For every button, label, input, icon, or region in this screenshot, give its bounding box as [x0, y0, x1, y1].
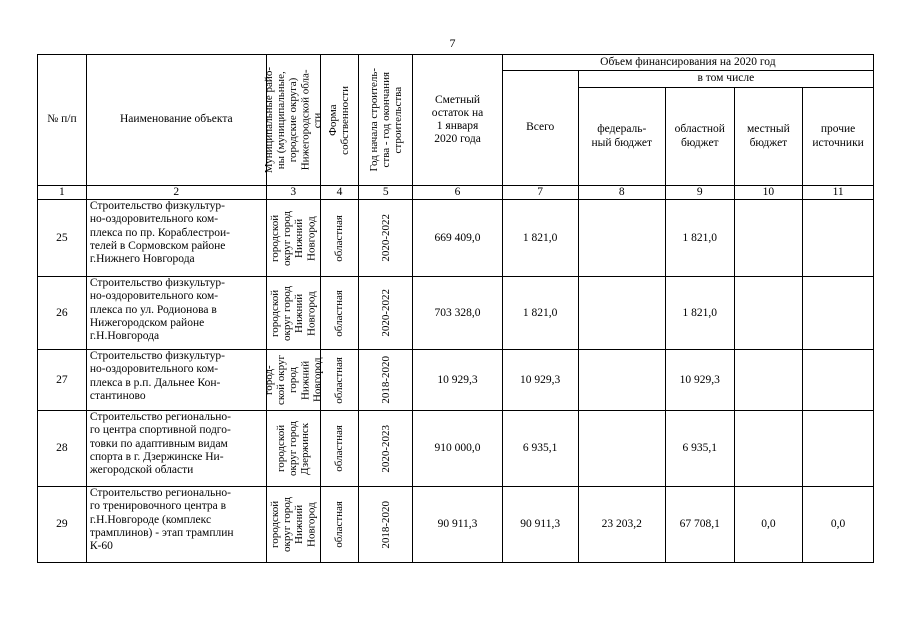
- estimate-value: 10 929,3: [413, 350, 502, 411]
- column-number: 6: [413, 186, 502, 200]
- row-number: 26: [38, 277, 87, 350]
- total-value: 10 929,3: [502, 350, 578, 411]
- header-years-text: Год начала строитель- ства - год окончания строительства: [367, 68, 404, 172]
- column-number: 11: [803, 186, 874, 200]
- table-row: [38, 200, 874, 277]
- header-funding-group: Объем финансирования на 2020 год: [502, 55, 873, 71]
- ownership-text: областная: [333, 356, 346, 404]
- estimate-value: 910 000,0: [413, 411, 502, 487]
- district-text: городской округ город Нижний Новгород: [269, 497, 318, 553]
- ownership-text: областная: [333, 289, 346, 337]
- other-value: 0,0: [803, 487, 874, 563]
- object-name: Строительство регионально- го тренировочного центра в г.Н.Новгороде (комплекс трамплинов) - этап трамплин К-60: [86, 487, 266, 563]
- other-value: [803, 411, 874, 487]
- local-value: 0,0: [734, 487, 803, 563]
- header-federal: федераль- ный бюджет: [578, 88, 665, 186]
- district-cell: [266, 411, 320, 487]
- district-text: город- ской округ город Нижний Новгород: [263, 355, 324, 406]
- table-row: [38, 487, 874, 563]
- object-name: Строительство регионально- го центра спортивной подго- товки по адаптивным видам спорта в г. Дзержинске Ни- жегородской области: [86, 411, 266, 487]
- header-district-text: Муниципальные райо- ны (муниципальные, городские округа) Нижегородской обла- сти: [263, 66, 324, 174]
- regional-value: 1 821,0: [665, 200, 734, 277]
- column-number: 3: [266, 186, 320, 200]
- local-value: [734, 200, 803, 277]
- years-text: 2018-2020: [379, 500, 392, 549]
- column-number: 2: [86, 186, 266, 200]
- header-including-group: в том числе: [578, 71, 873, 88]
- table-row: [38, 277, 874, 350]
- header-ownership: [320, 55, 358, 186]
- local-value: [734, 277, 803, 350]
- federal-value: 23 203,2: [578, 487, 665, 563]
- ownership-cell: [320, 277, 358, 350]
- row-number: 25: [38, 200, 87, 277]
- total-value: 1 821,0: [502, 200, 578, 277]
- column-number: 1: [38, 186, 87, 200]
- years-cell: [359, 350, 413, 411]
- other-value: [803, 277, 874, 350]
- header-ownership-text: Форма собственности: [327, 85, 352, 155]
- federal-value: [578, 200, 665, 277]
- years-cell: [359, 200, 413, 277]
- total-value: 6 935,1: [502, 411, 578, 487]
- other-value: [803, 200, 874, 277]
- years-text: 2020-2022: [379, 214, 392, 263]
- column-number-row: [38, 186, 874, 200]
- regional-value: 67 708,1: [665, 487, 734, 563]
- column-number: 8: [578, 186, 665, 200]
- column-number: 4: [320, 186, 358, 200]
- years-text: 2018-2020: [379, 356, 392, 405]
- ownership-cell: [320, 200, 358, 277]
- header-district: [263, 55, 324, 186]
- column-number: 7: [502, 186, 578, 200]
- district-text: городской округ город Нижний Новгород: [269, 210, 318, 266]
- total-value: 90 911,3: [502, 487, 578, 563]
- local-value: [734, 411, 803, 487]
- years-cell: [359, 277, 413, 350]
- header-total: Всего: [502, 71, 578, 186]
- ownership-cell: [320, 487, 358, 563]
- header-regional: областной бюджет: [665, 88, 734, 186]
- total-value: 1 821,0: [502, 277, 578, 350]
- row-number: 27: [38, 350, 87, 411]
- header-years: [359, 55, 413, 186]
- regional-value: 6 935,1: [665, 411, 734, 487]
- district-cell: [263, 350, 324, 411]
- district-cell: [266, 200, 320, 277]
- federal-value: [578, 277, 665, 350]
- years-text: 2020-2023: [379, 424, 392, 473]
- estimate-value: 90 911,3: [413, 487, 502, 563]
- ownership-text: областная: [333, 214, 346, 262]
- federal-value: [578, 350, 665, 411]
- years-cell: [359, 487, 413, 563]
- district-text: городской округ город Дзержинск: [275, 421, 312, 477]
- object-name: Строительство физкультур- но-оздоровительного ком- плекса по пр. Кораблестрои- телей в Сормовском районе г.Нижнего Новгорода: [86, 200, 266, 277]
- district-text: городской округ город Нижний Новгород: [269, 285, 318, 341]
- table-row: [38, 350, 874, 411]
- ownership-cell: [320, 350, 358, 411]
- header-other: прочие источники: [803, 88, 874, 186]
- district-cell: [266, 277, 320, 350]
- regional-value: 10 929,3: [665, 350, 734, 411]
- estimate-value: 669 409,0: [413, 200, 502, 277]
- other-value: [803, 350, 874, 411]
- table-row: [38, 411, 874, 487]
- page-number: 7: [449, 36, 456, 50]
- column-number: 10: [734, 186, 803, 200]
- header-local: местный бюджет: [734, 88, 803, 186]
- header-num: № п/п: [38, 55, 87, 186]
- federal-value: [578, 411, 665, 487]
- column-number: 9: [665, 186, 734, 200]
- object-name: Строительство физкультур- но-оздоровительного ком- плекса по ул. Родионова в Нижегородском районе г.Н.Новгорода: [86, 277, 266, 350]
- years-text: 2020-2022: [379, 289, 392, 338]
- local-value: [734, 350, 803, 411]
- ownership-text: областная: [333, 501, 346, 549]
- header-estimate: Сметный остаток на 1 января 2020 года: [413, 55, 502, 186]
- column-number: 5: [359, 186, 413, 200]
- header-name: Наименование объекта: [86, 55, 266, 186]
- district-cell: [266, 487, 320, 563]
- object-name: Строительство физкультур- но-оздоровительного ком- плекса в р.п. Дальнее Кон- стантиново: [86, 350, 266, 411]
- row-number: 28: [38, 411, 87, 487]
- years-cell: [359, 411, 413, 487]
- row-number: 29: [38, 487, 87, 563]
- estimate-value: 703 328,0: [413, 277, 502, 350]
- regional-value: 1 821,0: [665, 277, 734, 350]
- ownership-cell: [320, 411, 358, 487]
- ownership-text: областная: [333, 425, 346, 473]
- financing-table: [37, 54, 874, 563]
